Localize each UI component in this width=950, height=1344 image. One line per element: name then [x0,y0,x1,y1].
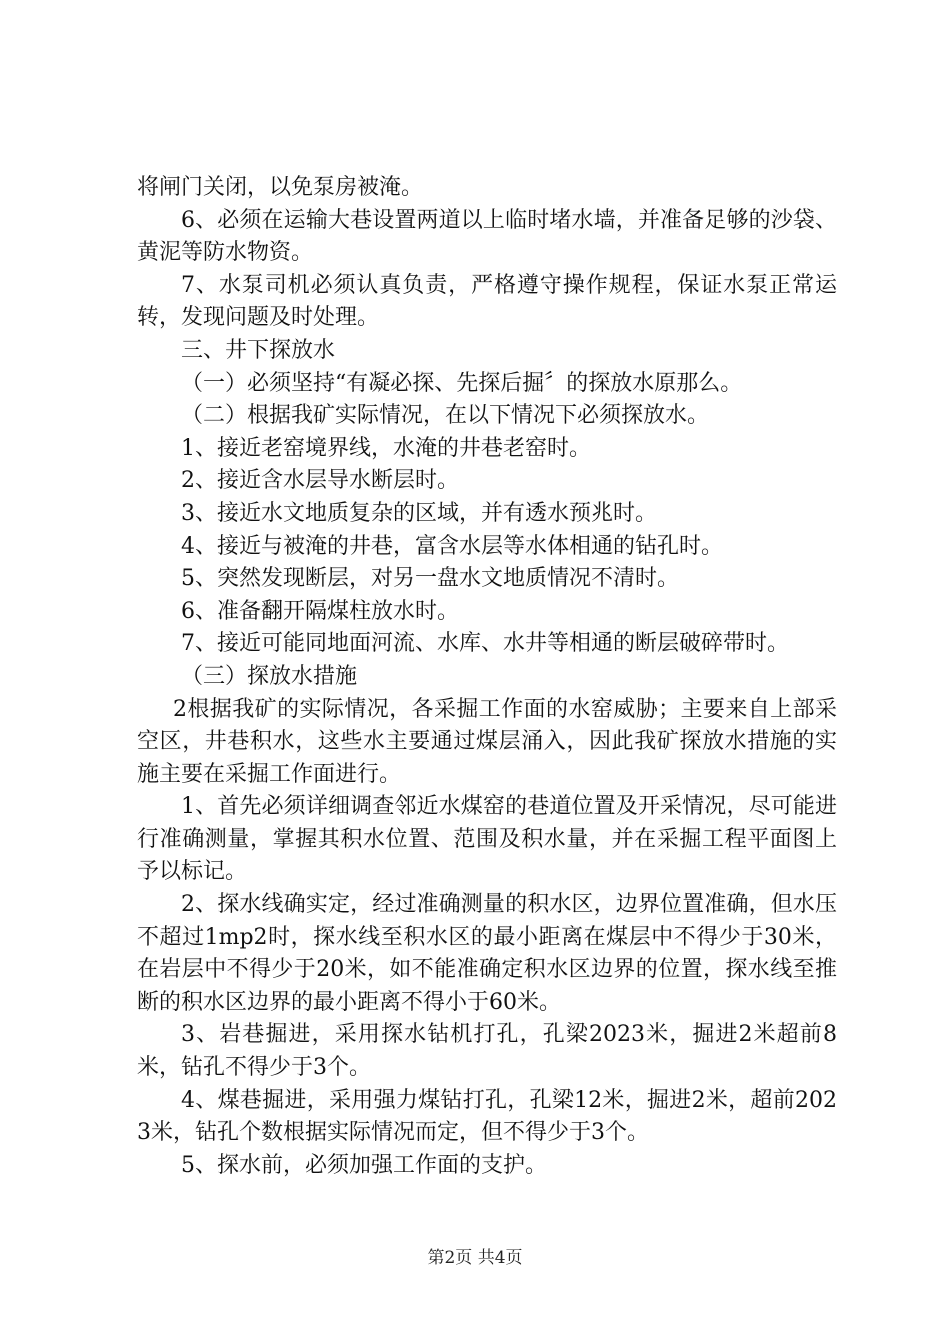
paragraph: 7、水泵司机必须认真负责，严格遵守操作规程，保证水泵正常运转，发现问题及时处理。 [137,272,837,331]
paragraph: 1、首先必须详细调查邻近水煤窑的巷道位置及开采情况，尽可能进行准确测量，掌握其积水位置、范围及积水量，并在采掘工程平面图上予以标记。 [137,794,837,885]
paragraph: （二）根据我矿实际情况，在以下情况下必须探放水。 [181,403,710,429]
paragraph: 4、煤巷掘进，采用强力煤钻打孔，孔梁12米，掘进2米，超前2023米，钻孔个数根据实际情况而定，但不得少于3个。 [137,1087,837,1146]
paragraph: （一）必须坚持“有凝必探、先探后掘〞的探放水原那么。 [181,370,743,396]
paragraph: 6、准备翻开隔煤柱放水时。 [181,598,459,624]
paragraph: 7、接近可能同地面河流、水库、水井等相通的断层破碎带时。 [181,631,789,657]
paragraph: 1、接近老窑境界线，水淹的井巷老窑时。 [181,435,591,461]
page-footer: 第2页 共4页 [427,1248,523,1268]
paragraph: 5、探水前，必须加强工作面的支护。 [181,1152,547,1178]
paragraph: 6、必须在运输大巷设置两道以上临时堵水墙，并准备足够的沙袋、黄泥等防水物资。 [137,207,837,266]
paragraph: （三）探放水措施 [181,663,358,689]
paragraph: 2、接近含水层导水断层时。 [181,468,459,494]
paragraph: 将闸门关闭，以免泵房被淹。 [137,175,424,200]
paragraph: 三、井下探放水 [181,337,336,363]
paragraph: 3、岩巷掘进，采用探水钻机打孔，孔梁2023米，掘进2米超前8米，钻孔不得少于3个。 [137,1022,837,1081]
paragraph: 2根据我矿的实际情况，各采掘工作面的水窑威胁；主要来自上部采空区，井巷积水，这些水主要通过煤层涌入，因此我矿探放水措施的实施主要在采掘工作面进行。 [137,696,837,787]
paragraph: 4、接近与被淹的井巷，富含水层等水体相通的钻孔时。 [181,533,723,559]
paragraph: 5、突然发现断层，对另一盘水文地质情况不清时。 [181,566,679,592]
paragraph: 2、探水线确实定，经过准确测量的积水区，边界位置准确，但水压不超过1mp2时，探水线至积水区的最小距离在煤层中不得少于30米，在岩层中不得少于20米，如不能准确定积水区边界的位置，探水线至推断的积水区边界的最小距离不得小于60米。 [137,892,837,1015]
paragraph: 3、接近水文地质复杂的区域，并有透水预兆时。 [181,500,657,526]
document-body [137,172,837,1182]
